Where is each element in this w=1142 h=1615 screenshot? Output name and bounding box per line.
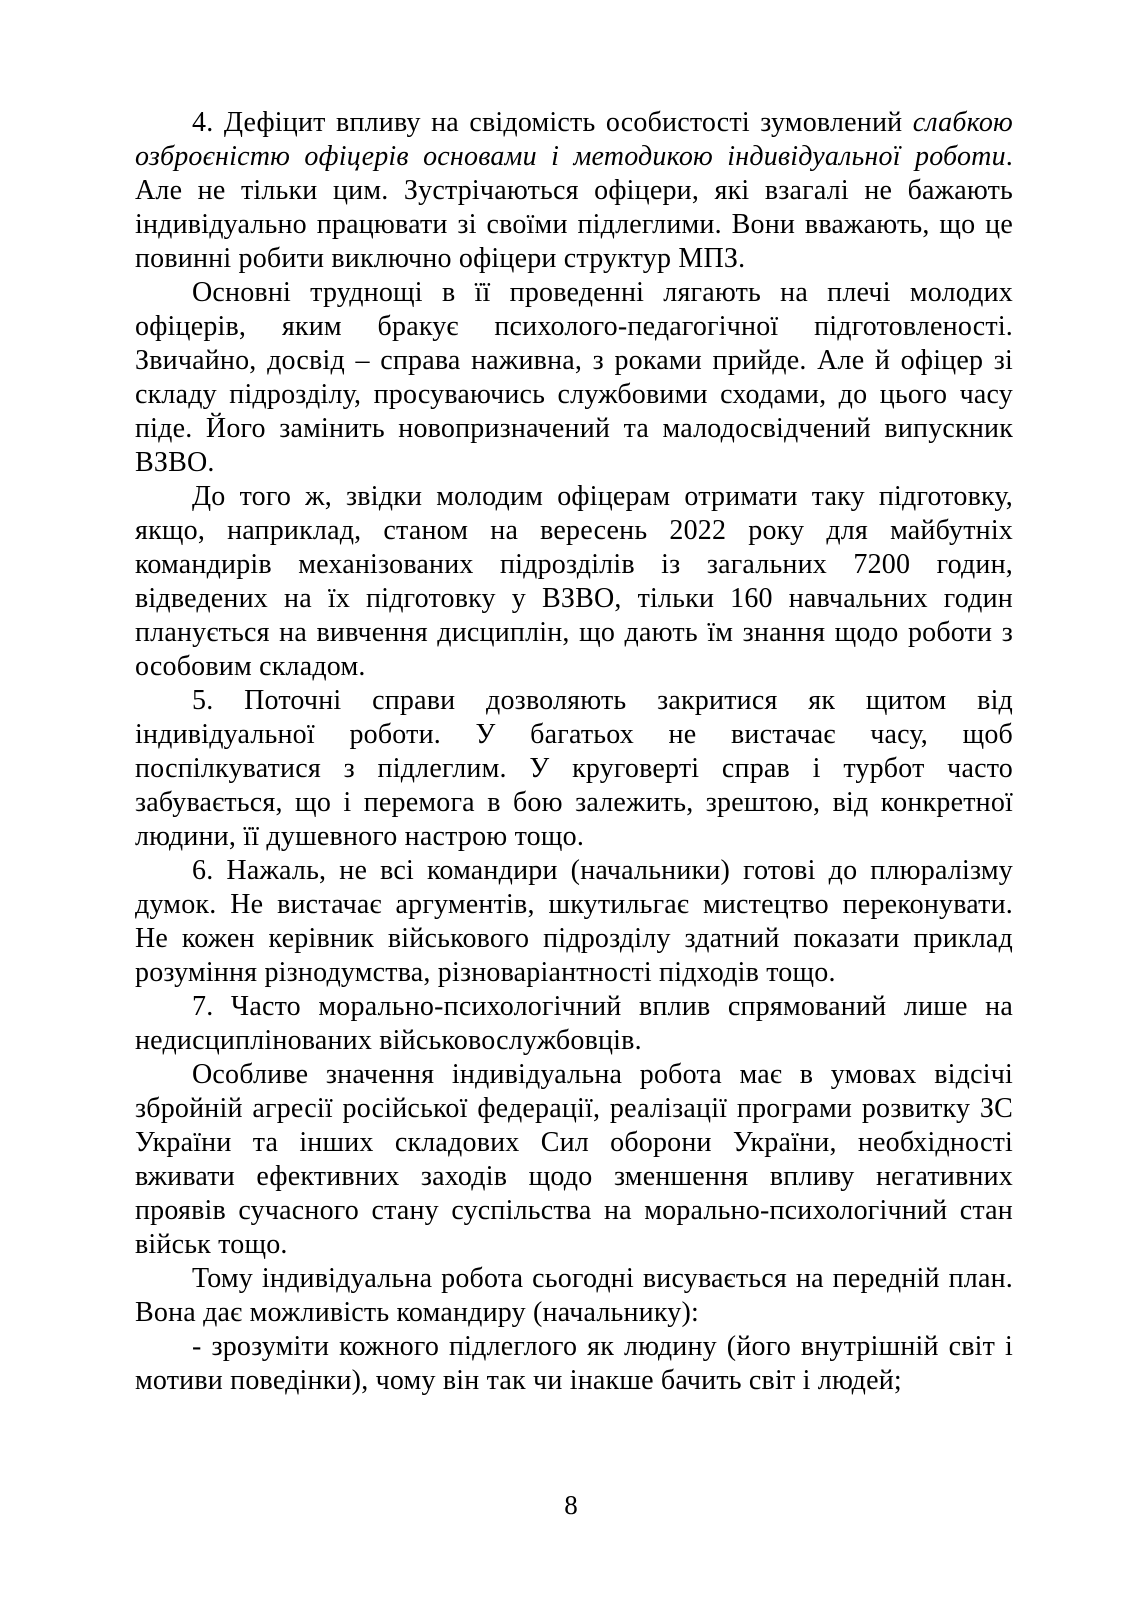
paragraph-5: 5. Поточні справи дозволяють закритися як щитом від індивідуальної роботи. У багатьох не вистачає часу, щоб поспілкуватися з підлеглим. У круговерті справ і турбот часто забувається, що і перемога в бою залежить, зрештою, від конкретної людини, її душевного настрою тощо. xyxy=(135,685,1013,852)
paragraph-6: 6. Нажаль, не всі командири (начальники) готові до плюралізму думок. Не вистачає аргументів, шкутильгає мистецтво переконувати. Не кожен керівник військового підрозділу здатний показати приклад розуміння різнодумства, різноваріантності підходів тощо. xyxy=(135,855,1013,988)
paragraph-text: 4. Дефіцит впливу на свідомість особистості зумовлений xyxy=(192,107,913,138)
list-item-understand: - зрозуміти кожного підлеглого як людину (його внутрішній світ і мотиви поведінки), чому він так чи інакше бачить світ і людей; xyxy=(135,1331,1013,1396)
text-content xyxy=(135,106,1013,1398)
italic-text: слабкою озброєністю офіцерів основами і методикою індивідуальної роботи xyxy=(135,107,1013,172)
paragraph-individual-work: Тому індивідуальна робота сьогодні висувається на передній план. Вона дає можливість командиру (начальнику): xyxy=(135,1263,1013,1328)
paragraph-4 xyxy=(135,106,1013,276)
paragraph-7: 7. Часто морально-психологічний вплив спрямований лише на недисциплінованих військовослужбовців. xyxy=(135,991,1013,1056)
page-number: 8 xyxy=(564,1490,578,1520)
paragraph-special-significance: Особливе значення індивідуальна робота має в умовах відсічі збройній агресії російської федерації, реалізації програми розвитку ЗС України та інших складових Сил оборони України, необхідності вживати ефективних заходів щодо зменшення впливу негативних проявів сучасного стану суспільства на морально-психологічний стан військ тощо. xyxy=(135,1059,1013,1260)
paragraph-difficulties: Основні труднощі в її проведенні лягають на плечі молодих офіцерів, яким бракує психолого-педагогічної підготовленості. Звичайно, досвід – справа наживна, з роками прийде. Але й офіцер зі складу підрозділу, просуваючись службовими сходами, до цього часу піде. Його замінить новопризначений та малодосвідчений випускник ВЗВО. xyxy=(135,277,1013,478)
paragraph-text: . Але не тільки цим. Зустрічаються офіцери, які взагалі не бажають індивідуально працювати зі своїми підлеглими. Вони вважають, що це повинні робити виключно офіцери структур МПЗ. xyxy=(135,141,1013,274)
paragraph-training-hours: До того ж, звідки молодим офіцерам отримати таку підготовку, якщо, наприклад, станом на вересень 2022 року для майбутніх командирів механізованих підрозділів із загальних 7200 годин, відведених на їх підготовку у ВЗВО, тільки 160 навчальних годин планується на вивчення дисциплін, що дають їм знання щодо роботи з особовим складом. xyxy=(135,481,1013,682)
